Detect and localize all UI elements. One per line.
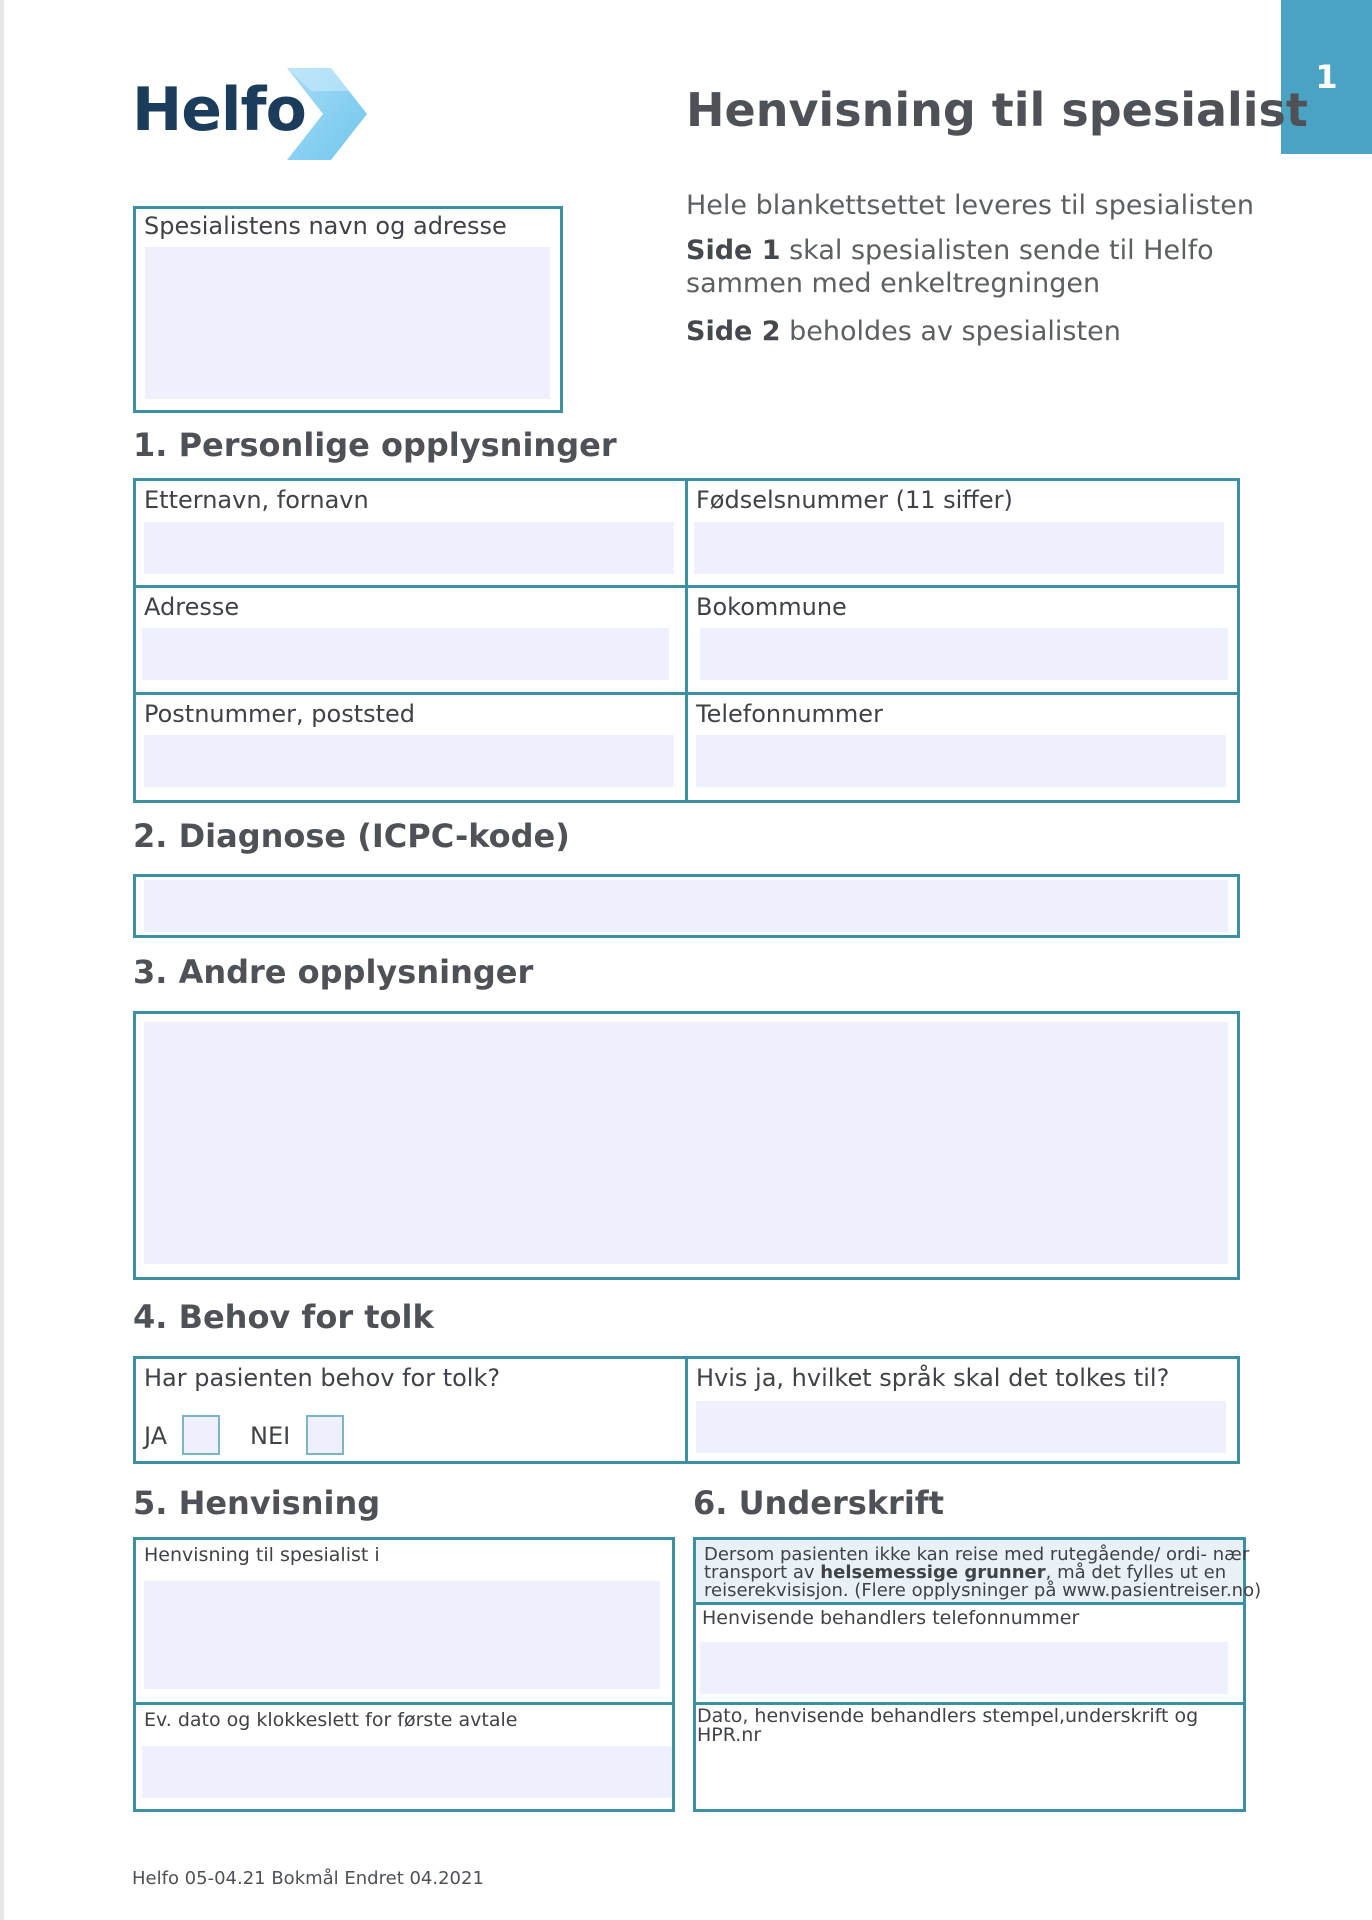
municipality-label: Bokommune	[696, 593, 847, 621]
specialist-label: Spesialistens navn og adresse	[144, 212, 507, 240]
yes-label: JA	[144, 1422, 168, 1450]
section-2-title: 2. Diagnose (ICPC-kode)	[133, 817, 570, 855]
phone-input[interactable]	[696, 735, 1226, 787]
header-info-line1: Hele blankettsettet leveres til spesialisten	[686, 190, 1254, 221]
signature-area[interactable]	[697, 1748, 1242, 1808]
section-4-title: 4. Behov for tolk	[133, 1298, 434, 1336]
diagnosis-input[interactable]	[144, 880, 1228, 932]
name-input[interactable]	[144, 522, 674, 574]
signature-label-line2: HPR.nr	[697, 1724, 762, 1746]
divider	[133, 585, 1240, 588]
travel-note-line2: transport av helsemessige grunner, må det fylles ut en	[704, 1562, 1227, 1583]
signature-label-line1: Dato, henvisende behandlers stempel,underskrift og	[697, 1705, 1199, 1727]
phone-label: Telefonnummer	[696, 700, 883, 728]
page-number: 1	[1315, 58, 1338, 96]
postal-label: Postnummer, poststed	[144, 700, 416, 728]
interpreter-question: Har pasienten behov for tolk?	[144, 1364, 501, 1392]
address-input[interactable]	[142, 628, 669, 680]
section-6-title: 6. Underskrift	[693, 1484, 945, 1522]
divider	[133, 692, 1240, 695]
divider	[685, 478, 688, 803]
no-label: NEI	[250, 1422, 291, 1450]
header-info-line4: Side 2 beholdes av spesialisten	[686, 316, 1121, 347]
name-label: Etternavn, fornavn	[144, 486, 369, 514]
travel-note-line3: reiserekvisisjon. (Flere opplysninger på www.pasientreiser.no)	[704, 1580, 1262, 1601]
referral-label: Henvisning til spesialist i	[144, 1544, 380, 1566]
referral-input[interactable]	[144, 1581, 660, 1689]
helfo-logo-text: Helfo	[132, 75, 306, 145]
no-checkbox[interactable]	[306, 1415, 344, 1455]
footer-text: Helfo 05-04.21 Bokmål Endret 04.2021	[132, 1868, 484, 1889]
divider	[685, 1356, 688, 1464]
section-1-title: 1. Personlige opplysninger	[133, 426, 617, 464]
divider	[693, 1602, 1246, 1605]
divider	[133, 1702, 675, 1705]
section-3-title: 3. Andre opplysninger	[133, 953, 534, 991]
appointment-input[interactable]	[142, 1746, 672, 1798]
helfo-logo-chevron-icon	[287, 68, 367, 160]
header-info-line3: sammen med enkeltregningen	[686, 268, 1101, 299]
page-edge	[0, 0, 4, 1920]
postal-input[interactable]	[144, 735, 674, 787]
language-input[interactable]	[696, 1401, 1226, 1453]
other-info-input[interactable]	[144, 1022, 1228, 1264]
section-5-title: 5. Henvisning	[133, 1484, 381, 1522]
municipality-input[interactable]	[700, 628, 1228, 680]
document-title: Henvisning til spesialist	[686, 83, 1308, 137]
language-question: Hvis ja, hvilket språk skal det tolkes til?	[696, 1364, 1170, 1392]
yes-checkbox[interactable]	[182, 1415, 220, 1455]
phone-number-label: Henvisende behandlers telefonnummer	[702, 1607, 1080, 1629]
appointment-label: Ev. dato og klokkeslett for første avtale	[144, 1709, 518, 1731]
address-label: Adresse	[144, 593, 240, 621]
ssn-input[interactable]	[694, 522, 1224, 574]
specialist-input[interactable]	[145, 247, 550, 399]
practitioner-phone-input[interactable]	[700, 1642, 1228, 1694]
travel-note-line1: Dersom pasienten ikke kan reise med rutegående/ ordi- nær	[704, 1544, 1250, 1565]
ssn-label: Fødselsnummer (11 siffer)	[696, 486, 1013, 514]
header-info-line2: Side 1 skal spesialisten sende til Helfo	[686, 235, 1214, 266]
